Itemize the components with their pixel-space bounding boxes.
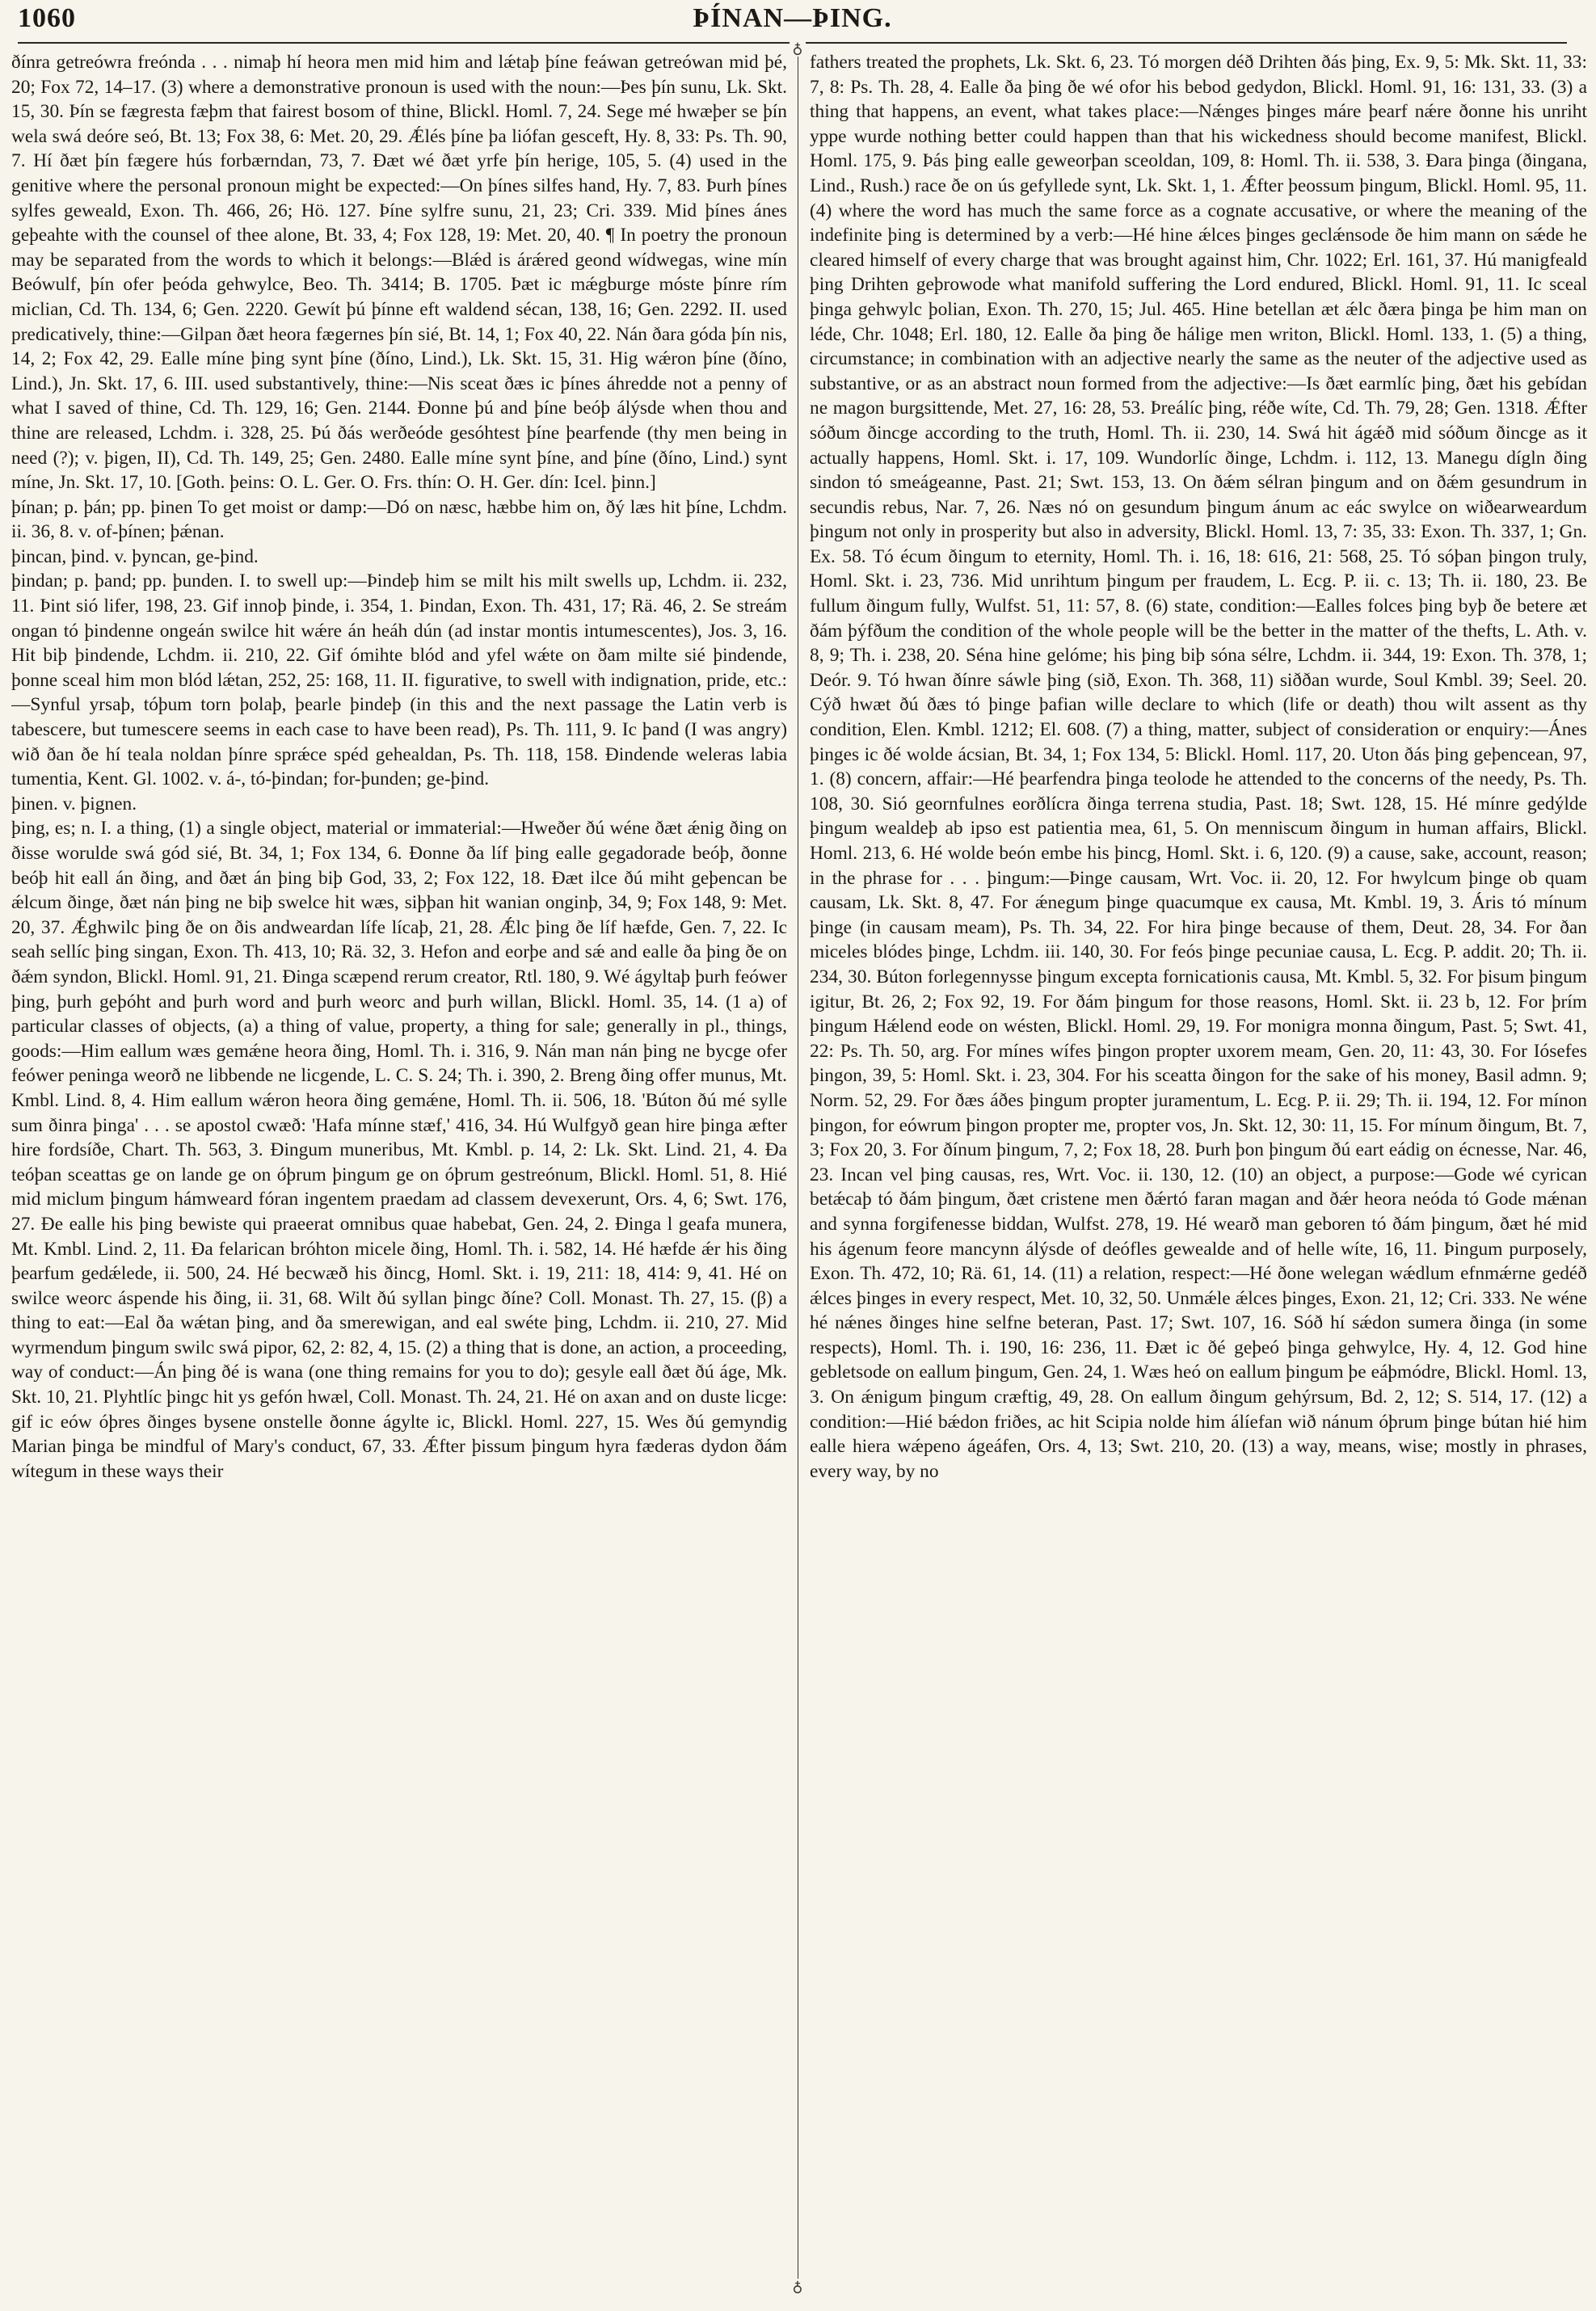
right-column bbox=[810, 50, 1587, 2290]
page-number: 1060 bbox=[18, 3, 76, 33]
divider-ornament-bottom: ♁ bbox=[790, 2279, 806, 2295]
entry-thincan: þincan, þind. v. þyncan, ge-þind. bbox=[11, 545, 259, 567]
entry-thindan: þindan; p. þand; pp. þunden. I. to swell up:—Þindeþ him se milt his milt swells up, Lchdm. ii. 232, 11. Þint sió lifer, 198, 23. Gif innoþ þinde, i. 354, 1. Þindan, Exon. Th. 431, 17; Rä. 46, 2. Se streám ongan tó þindenne ongeán swilce hit wǽre án heáh dún (ad instar montis intumescentes), Jos. 3, 16. Hit biþ þindende, Lchdm. ii. 210, 22. Gif ómihte blód and yfel wǽte on ðam milte sié þindende, þonne sceal him mon blód lǽtan, 252, 25: 168, 11. II. figurative, to swell with indignation, pride, etc.:—Synful yrsaþ, tóþum torn þolaþ, þearle þindeþ (in this and the next passage the Latin verb is tabescere, but tumescere seems in each case to have been read), Ps. Th. 111, 9. Ic þand (I was angry) wið ðan ðe hí teala noldan þínre sprǽce spéd gehealdan, Ps. Th. 118, 158. Ðindende weleras labia tumentia, Kent. Gl. 1002. v. á-, tó-þindan; for-þunden; ge-þind. bbox=[11, 570, 787, 790]
entry-thing-continued: fathers treated the prophets, Lk. Skt. 6, 23. Tó morgen déð Drihten ðás þing, Ex. 9, 5: Mk. Skt. 11, 33: 7, 8: Ps. Th. 28, 4. Ealle ða þing ðe wé ofor his bebod gedydon, Blickl. Homl. 91, 16: 131, 33. (3) a thing that happens, an event, what takes place:—Nǽnges þinges máre þearf nǽre ðonne his unriht yppe wurde nothing better could happen than that his wickedness should become manifest, Blickl. Homl. 175, 9. Þás þing ealle geweorþan sceoldan, 109, 8: Homl. Th. ii. 538, 3. Ðara þinga (ðingana, Lind., Rush.) race ðe on ús gefyllede synt, Lk. Skt. 1, 1. Ǽfter þeossum þingum, Blickl. Homl. 95, 11. (4) where the word has much the same force as a cognate accusative, or where the meaning of the indefinite þing is determined by a verb:—Hé hine ǽlces þinges geclǽnsode ðe him mann on sǽde he cleared himself of every charge that was brought against him, Chr. 1022; Erl. 161, 37. Hú manigfeald þing Drihten geþrowode what manifold suffering the Lord endured, Blickl. Homl. 91, 11. Ic sceal þinga gehwylc þolian, Exon. Th. 270, 15; Jul. 465. Hine betellan æt ǽlc ðæra þinga þe him man on léde, Chr. 1048; Erl. 180, 12. Ealle ða þing ðe hálige men writon, Blickl. Homl. 133, 1. (5) a thing, circumstance; in combination with an adjective nearly the same as the neuter of the adjective used as substantive, or as an abstract noun formed from the adjective:—Is ðæt earmlíc þing, ðæt his gebídan ne magon burgsittende, Met. 27, 16: 28, 53. Þreálíc þing, réðe wíte, Cd. Th. 79, 28; Gen. 1318. Ǽfter sóðum ðincge according to the truth, Homl. Th. ii. 230, 14. Swá hit ágǽð mid sóðum ðincge as it actually happens, Homl. Skt. i. 17, 109. Wundorlíc ðinge, Lchdm. i. 112, 13. Manegu dígln ðing sindon tó smeágeanne, Past. 21; Swt. 153, 13. On ðǽm sélran þingum and on ðǽm gesundrum in secundis rebus, Nar. 7, 26. Næs nó on gesundum þingum ánum ac eác swylce on wiðearweardum þingum not only in prosperity but also in adversity, Blickl. Homl. 13, 7: 35, 33: Exon. Th. 337, 1; Gn. Ex. 58. Tó écum ðingum to eternity, Homl. Th. i. 16, 18: 616, 21: 568, 25. Tó sóþan þingon truly, Homl. Skt. i. 23, 736. Mid unrihtum þingum per fraudem, L. Ecg. P. ii. c. 13; Th. ii. 180, 23. Be fullum ðingum fully, Wulfst. 51, 11: 57, 8. (6) state, condition:—Ealles folces þing byþ ðe betere æt ðám þýfðum the condition of the whole people will be the better in the matter of the thefts, L. Ath. v. 8, 9; Th. i. 238, 20. Séna hine gelóme; his þing biþ sóna sélre, Lchdm. ii. 344, 19: Exon. Th. 378, 1; Deór. 9. Tó hwan ðínre sáwle þing (sið, Exon. Th. 368, 11) siððan wurde, Soul Kmbl. 39; Seel. 20. Cýð hwæt ðú ðæs tó þinge þafian wille declare to which (life or death) thou wilt assent as thy condition, Elen. Kmbl. 1212; El. 608. (7) a thing, matter, subject of consideration or enquiry:—Ánes þinges ic ðé wolde ácsian, Bt. 34, 1; Fox 134, 5: Blickl. Homl. 117, 20. Uton ðás þing geþencean, 97, 1. (8) concern, affair:—Hé þearfendra þinga teolode he attended to the concerns of the needy, Ps. Th. 108, 30. Sió geornfulnes eorðlícra ðinga terrena studia, Past. 18; Swt. 128, 15. Hé mínre gedýlde þingum wealdeþ ab ipso est patientia mea, 61, 5. On menniscum ðingum in human affairs, Blickl. Homl. 213, 6. Hé wolde beón embe his þincg, Homl. Skt. i. 6, 120. (9) a cause, sake, account, reason; in the phrase for . . . þingum:—Þinge causam, Wrt. Voc. ii. 20, 12. For hwylcum þinge ob quam causam, Lk. Skt. 8, 47. For ǽnegum þinge quacumque ex causa, Mt. Kmbl. 19, 3. Áris tó mínum þinge (in causam meam), Ps. Th. 34, 22. For hira þinge because of them, Deut. 28, 34. For ðan miceles blódes þinge, Lchdm. iii. 140, 30. For feós þinge pecuniae causa, L. Ecg. P. addit. 20; Th. ii. 234, 30. Búton forlegennysse þingum excepta fornicationis causa, Mt. Kmbl. 5, 32. For þisum þingum igitur, Bt. 26, 2; Fox 92, 19. For ðám þingum for those reasons, Homl. Skt. ii. 23 b, 12. For þrím þingum Hǽlend eode on wésten, Blickl. Homl. 29, 19. For monigra monna ðingum, Past. 5; Swt. 41, 22: Ps. Th. 50, arg. For mínes wífes þingon propter uxorem meam, Gen. 20, 11: 43, 30. For Iósefes þingon, 39, 5: Homl. Skt. i. 23, 304. For his sceatta ðingon for the sake of his money, Basil admn. 9; Norm. 52, 29. For ðæs áðes þingum propter juramentum, L. Ecg. P. ii. 29; Th. ii. 194, 12. For mínon þingon, for eówrum þingon propter me, propter vos, Jn. Skt. 12, 30: 11, 15. For mínum ðingum, Bt. 7, 3; Fox 20, 3. For ðínum þingum, 7, 2; Fox 18, 28. Þurh þon þingum ðú eart eádig on écnesse, Nar. 46, 23. Incan vel þing causas, res, Wrt. Voc. ii. 130, 12. (10) an object, a purpose:—Gode wé cyrican betǽcaþ tó ðám þingum, ðæt cristene men ðǽrtó faran magan and ðǽr heora neóda tó Gode mǽnan and synna forgifenesse biddan, Wulfst. 278, 19. Hé wearð man geboren tó ðám þingum, ðæt hé mid his ágenum feore mancynn álýsde of deófles gewealde and of helle wíte, 16, 11. Þingum purposely, Exon. Th. 472, 10; Rä. 61, 14. (11) a relation, respect:—Hé ðone welegan wǽdlum efnmǽrne gedéð ǽlces þinges in every respect, Met. 10, 32, 50. Unmǽle ǽlces þinges, Exon. 21, 12; Cri. 333. Ne wéne hé nǽnes ðinges hine selfne beteran, Past. 17; Swt. 107, 16. Sóð hí sǽdon sumera ðinga (in some respects), Homl. Th. i. 190, 16: 236, 11. Ðæt ic ðé geþeó þinga gehwylce, Hy. 4, 12. God hine gebletsode on eallum þingum, Gen. 24, 1. Wæs heó on eallum þingum þe eáþmódre, Blickl. Homl. 13, 3. On ǽnigum þingum cræftig, 49, 28. On eallum ðingum gehýrsum, Bd. 2, 12; S. 514, 17. (12) a condition:—Hié bǽdon friðes, ac hit Scipia nolde him álíefan wið nánum óþrum þinge bútan hié him ealle hiera wǽpeno ágeáfen, Ors. 4, 13; Swt. 210, 20. (13) a way, means, wise; mostly in phrases, every way, by no bbox=[810, 52, 1587, 1482]
divider-ornament-top: ♁ bbox=[790, 40, 806, 57]
entry-thing: þing, es; n. I. a thing, (1) a single object, material or immaterial:—Hweðer ðú wéne ðæt ǽnig ðing on ðisse worulde swá gód sié, Bt. 34, 1; Fox 134, 6. Ðonne ða líf þing ealle gegadorade beóþ, ðonne beóþ hit eall án ðing, and ðæt án þing biþ God, 33, 2; Fox 122, 18. Ðæt ilce ðú miht geþencan be ǽlcum ðinge, ðæt nán þing ne biþ swelce hit wæs, siþþan hit wanian onginþ, 34, 9; Fox 148, 9: Met. 20, 37. Ǽghwilc þing ðe on ðis andweardan lífe lícaþ, 21, 28. Ǽlc þing ðe líf hæfde, Gen. 7, 22. Ic seah sellíc þing singan, Exon. Th. 413, 10; Rä. 32, 3. Hefon and eorþe and sǽ and ealle ða þing ðe on ðǽm syndon, Blickl. Homl. 91, 21. Ðinga scæpend rerum creator, Rtl. 180, 9. Wé ágyltaþ þurh feówer þing, þurh geþóht and þurh word and þurh weorc and þurh willan, Blickl. Homl. 35, 14. (1 a) of particular classes of objects, (a) a thing of value, property, a thing for sale; generally in pl., things, goods:—Him eallum wæs gemǽne heora ðing, Homl. Th. i. 316, 9. Nán man nán þing ne bycge ofer feówer peninga weorð ne libbende ne licgende, L. C. S. 24; Th. i. 390, 2. Breng ðing offer munus, Mt. Kmbl. Lind. 8, 4. Him eallum wǽron heora ðing gemǽne, Homl. Th. ii. 506, 18. 'Búton ðú mé sylle sum ðinra þinga' . . . se apostol cwæð: 'Hafa mínne stæf,' 416, 34. Hú Wulfgyð gean hire þinga æfter hire fordsíðe, Chart. Th. 563, 3. Ðingum muneribus, Mt. Kmbl. p. 14, 2: Lk. Skt. Lind. 21, 4. Ða teóþan sceattas ge on lande ge on óþrum þingum ge on óþrum gestreónum, Blickl. Homl. 51, 8. Hié mid miclum þingum hámweard fóran ingentem praedam ad classem devexerunt, Ors. 4, 6; Swt. 176, 27. Ðe ealle his þing bewiste qui praeerat omnibus quae habebat, Gen. 24, 2. Ðinga l geafa munera, Mt. Kmbl. Lind. 2, 11. Ða felarican bróhton micele ðing, Homl. Th. i. 582, 14. Hé hæfde ǽr his ðing þearfum gedǽlede, ii. 500, 24. Hé becwæð his ðincg, Homl. Skt. i. 19, 211: 18, 414: 9, 41. Hé on swilce weorc áspende his ðing, ii. 31, 68. Wilt ðú syllan þingc ðíne? Coll. Monast. Th. 27, 15. (β) a thing to eat:—Eal ða wǽtan þing, and ða smerewigan, and eal swéte þing, Lchdm. ii. 210, 27. Mid wyrmendum þingum swilc swá pipor, 62, 2: 82, 4, 15. (2) a thing that is done, an action, a proceeding, way of conduct:—Án þing ðé is wana (one thing remains for you to do); gesyle eall ðæt ðú áge, Mk. Skt. 10, 21. Plyhtlíc þingc hit ys gefón hwæl, Coll. Monast. Th. 24, 21. Hé on axan and on duste licge: gif ic eów óþres ðinges bysene onstelle ðonne ágylte ic, Blickl. Homl. 227, 15. Wes ðú gemyndig Marian þinga be mindful of Mary's conduct, 67, 33. Ǽfter þissum þingum hyra fæderas dydon ðám wítegum in these ways their bbox=[11, 818, 787, 1482]
entry-thinen: þinen. v. þignen. bbox=[11, 793, 137, 815]
left-column bbox=[11, 50, 787, 2290]
running-header bbox=[18, 3, 1567, 40]
entry-thinan: þínan; p. þán; pp. þinen To get moist or damp:—Dó on næsc, hæbbe him on, ðý læs hit þíne, Lchdm. ii. 36, 8. v. of-þínen; þǽnan. bbox=[11, 496, 787, 543]
entry-thin-continued: ðínra getreówra freónda . . . nimaþ hí heora men mid him and lǽtaþ þíne feáwan getreówan mid þé, 20; Fox 72, 14–17. (3) where a demonstrative pronoun is used with the noun:—Þes þín sunu, Lk. Skt. 15, 30. Þín se fægresta fæþm that fairest bosom of thine, Blickl. Homl. 7, 24. Sege mé hwæþer se þín wela swá deóre seó, Bt. 13; Fox 38, 6: Met. 20, 29. Ǽlés þíne þa liófan gesceft, Hy. 8, 33: Ps. Th. 90, 7. Hí ðæt þín fægere hús forbærndan, 73, 7. Ðæt wé ðæt yrfe þín herige, 105, 5. (4) used in the genitive where the personal pronoun might be expected:—On þínes silfes hand, Hy. 7, 83. Þurh þínes sylfes geweald, Exon. Th. 466, 26; Hö. 127. Þíne sylfre sunu, 21, 23; Cri. 339. Mid þínes ánes geþeahte with the counsel of thee alone, Bt. 33, 4; Fox 128, 19: Met. 20, 40. ¶ In poetry the pronoun may be separated from the words to which it belongs:—Blǽd is árǽred geond wídwegas, wine mín Beówulf, þín ofer þeóda gehwylce, Beo. Th. 3414; B. 1705. Þæt ic mǽgburge móste þínre rím miclian, Cd. Th. 134, 6; Gen. 2220. Gewít þú þínne eft waldend sécan, 138, 16; Gen. 2292. II. used predicatively, thine:—Gilpan ðæt heora fægernes þín sié, Bt. 14, 1; Fox 40, 22. Nán ðara góda þín nis, 14, 2; Fox 42, 29. Ealle míne þing synt þíne (ðíno, Lind.), Lk. Skt. 15, 31. Hig wǽron þíne (ðíno, Lind.), Jn. Skt. 17, 6. III. used substantively, thine:—Nis sceat ðæs ic þínes áhredde not a penny of what I saved of thine, Cd. Th. 129, 16; Gen. 2144. Ðonne þú and þíne beóþ álýsde when thou and thine are released, Lchdm. i. 328, 25. Þú ðás werðeóde gesóhtest þíne þearfende (thy men being in need (?); v. þigen, II), Cd. Th. 149, 25; Gen. 2480. Ealle míne synt þíne, and þíne (ðíno, Lind.) synt míne, Jn. Skt. 17, 10. [Goth. þeins: O. L. Ger. O. Frs. thín: O. H. Ger. dín: Icel. þinn.] bbox=[11, 52, 787, 494]
running-title: ÞÍNAN—ÞING. bbox=[693, 3, 892, 33]
